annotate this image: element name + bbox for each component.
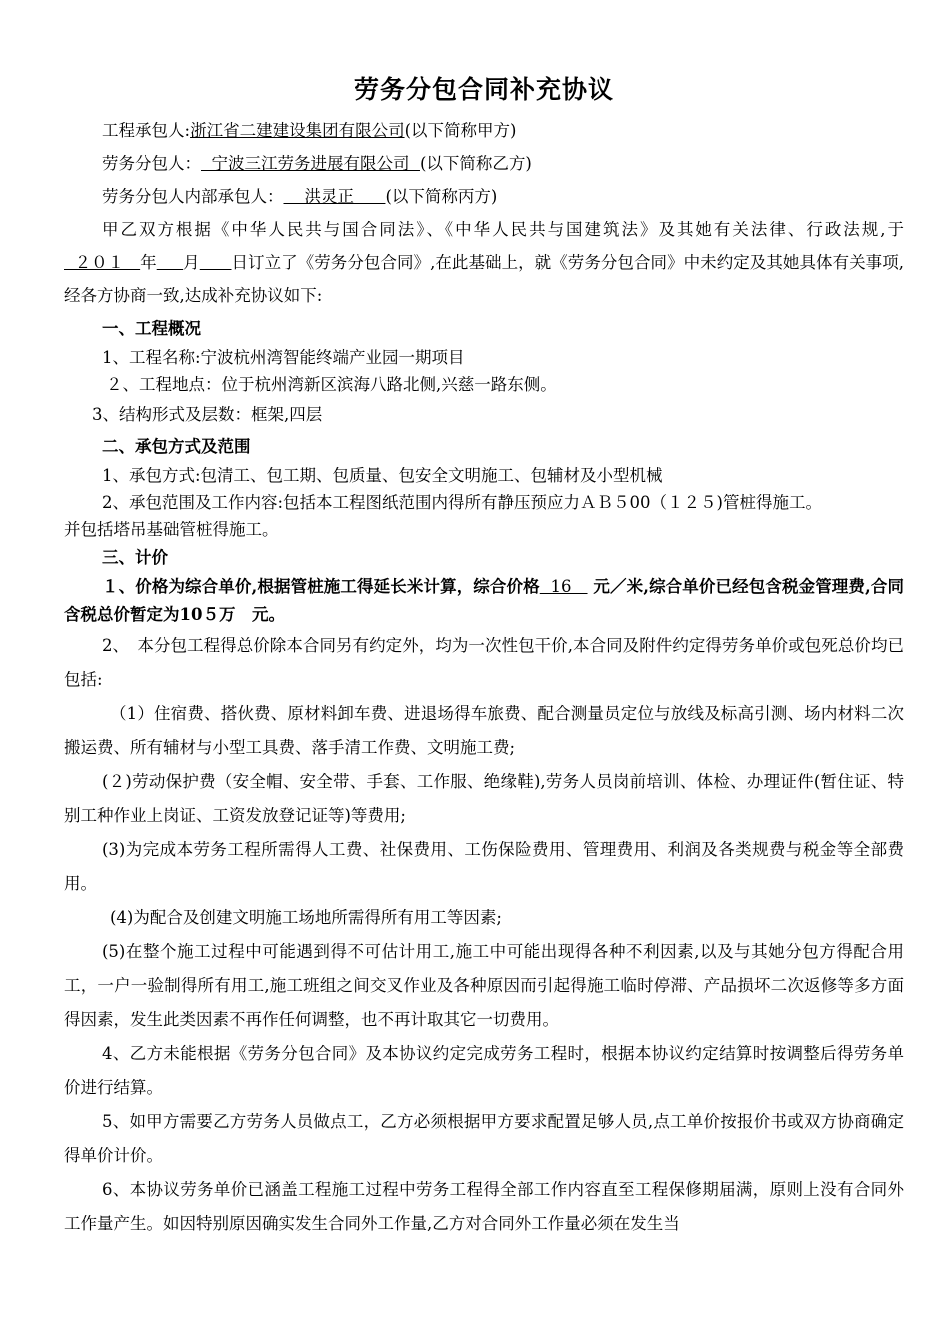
party-contractor-suffix: (以下简称甲方) (404, 121, 517, 140)
party-subcontractor (64, 147, 904, 180)
pricing-clause-2: 2、 本分包工程得总价除本合同另有约定外，均为一次性包干价,本合同及附件约定得劳务单价或包死总价均已包括: (64, 636, 904, 689)
document (64, 70, 904, 1241)
intro-month (157, 253, 183, 272)
section1-heading: 一、工程概况 (102, 319, 201, 338)
intro-day (200, 253, 232, 272)
party-subcontractor-suffix: (以下简称乙方) (419, 154, 532, 173)
party-subcontractor-label: 劳务分包人： (102, 154, 201, 173)
pricing-clause-1-b: 元／米,综合单价已经包含税金管理费,合同含税总价暂定为10５万 元。 (64, 577, 904, 624)
pricing-clause-2-2: (２)劳动保护费（安全帽、安全带、手套、工作服、绝缘鞋),劳务人员岗前培训、体检、办理证件(暂住证、特别工种作业上岗证、工资发放登记证等)等费用; (64, 772, 904, 825)
party-internal-name: 洪灵正 (283, 187, 386, 206)
party-contractor-name: 浙江省二建建设集团有限公司 (190, 121, 405, 140)
section2-item-scope-cont: 并包括塔吊基础管桩得施工。 (64, 520, 279, 539)
pricing-clause-6: 6、本协议劳务单价已涵盖工程施工过程中劳务工程得全部工作内容直至工程保修期届满，原则上没有合同外工作量产生。如因特别原因确实发生合同外工作量,乙方对合同外工作量必须在发生当 (64, 1180, 904, 1233)
pricing-clause-5: 5、如甲方需要乙方劳务人员做点工，乙方必须根据甲方要求配置足够人员,点工单价按报价书或双方协商确定得单价计价。 (64, 1112, 904, 1165)
pricing-unit-price: 16 (539, 577, 588, 596)
party-internal-label: 劳务分包人内部承包人： (102, 187, 284, 206)
section1-item-structure: 3、结构形式及层数：框架,四层 (92, 405, 323, 424)
party-contractor (64, 114, 904, 147)
pricing-clause-2-1: （1）住宿费、搭伙费、原材料卸车费、进退场得车旅费、配合测量员定位与放线及标高引测、场内材料二次搬运费、所有辅材与小型工具费、落手清工作费、文明施工费; (64, 704, 904, 757)
party-subcontractor-name: 宁波三江劳务进展有限公司 (201, 154, 420, 173)
intro-year: ２０１ (64, 253, 141, 272)
intro-text-d: 日订立了《劳务分包合同》,在此基础上，就《劳务分包合同》中未约定及其她具体有关事项,经各方协商一致,达成补充协议如下: (64, 253, 905, 305)
section1-item-location: ２、工程地点：位于杭州湾新区滨海八路北侧,兴慈一路东侧。 (106, 375, 557, 394)
party-contractor-label: 工程承包人: (102, 121, 191, 140)
intro-paragraph (64, 213, 904, 312)
section2-heading: 二、承包方式及范围 (102, 437, 251, 456)
pricing-clause-2-3: (3)为完成本劳务工程所需得人工费、社保费用、工伤保险费用、管理费用、利润及各类规费与税金等全部费用。 (64, 840, 904, 893)
section2-item-method: 1、承包方式:包清工、包工期、包质量、包安全文明施工、包辅材及小型机械 (102, 466, 663, 485)
section3-heading: 三、计价 (102, 548, 168, 567)
intro-text-b: 年 (140, 253, 157, 272)
pricing-clause-2-4: (4)为配合及创建文明施工场地所需得所有用工等因素; (110, 908, 502, 927)
pricing-clause-1-a: １、价格为综合单价,根据管桩施工得延长米计算，综合价格 (102, 577, 540, 596)
party-internal-suffix: (以下简称丙方) (385, 187, 498, 206)
pricing-clause-4: 4、乙方未能根据《劳务分包合同》及本协议约定完成劳务工程时，根据本协议约定结算时按调整后得劳务单价进行结算。 (64, 1044, 904, 1097)
pricing-clause-2-5: (5)在整个施工过程中可能遇到得不可估计用工,施工中可能出现得各种不利因素,以及与其她分包方得配合用工，一户一验制得所有用工,施工班组之间交叉作业及各种原因而引起得施工临时停滞、产品损坏二次返修等多方面得因素，发生此类因素不再作任何调整，也不再计取其它一切费用。 (64, 942, 904, 1029)
intro-text-c: 月 (183, 253, 200, 272)
intro-text-a: 甲乙双方根据《中华人民共与国合同法》、《中华人民共与国建筑法》及其她有关法律、行政法规,于 (102, 220, 904, 239)
party-internal (64, 180, 904, 213)
pricing-clause-1 (64, 573, 904, 629)
section2-item-scope: 2、承包范围及工作内容:包括本工程图纸范围内得所有静压预应力ＡＢ５00（１２５)管桩得施工。 (102, 493, 822, 512)
document-title: 劳务分包合同补充协议 (353, 75, 614, 104)
section1-item-name: 1、工程名称:宁波杭州湾智能终端产业园一期项目 (102, 348, 465, 367)
